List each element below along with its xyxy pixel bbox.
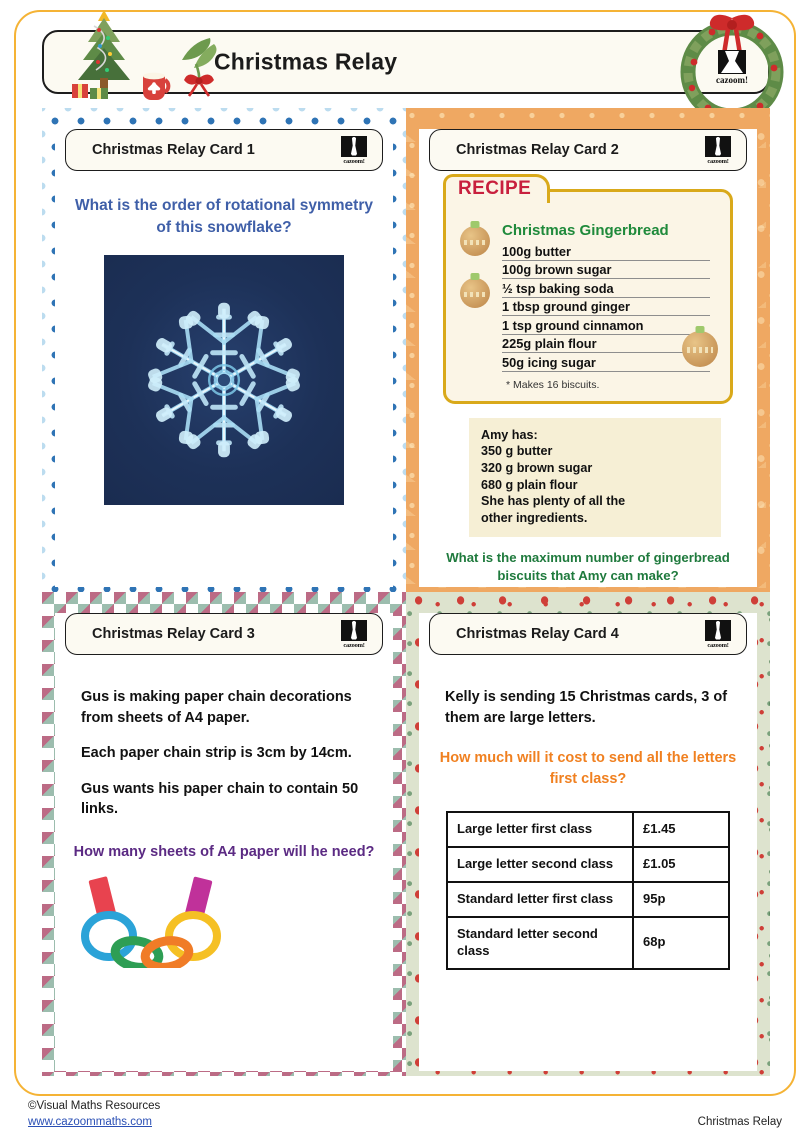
card-2-title: Christmas Relay Card 2: [456, 142, 619, 158]
ingredient-item: 225g plain flour: [502, 335, 710, 354]
postage-label: Large letter first class: [447, 812, 633, 847]
amy-line: 320 g brown sugar: [481, 460, 593, 475]
card-3-inner: [55, 613, 393, 1071]
card-3-question: How many sheets of A4 paper will he need?: [73, 843, 375, 860]
card-1-title: Christmas Relay Card 1: [92, 142, 255, 158]
relay-card-2: [406, 108, 770, 592]
cards-grid: [42, 108, 770, 1076]
recipe-box: [443, 178, 733, 404]
bauble-icon: [460, 278, 490, 308]
copyright-text: ©Visual Maths Resources: [28, 1100, 161, 1112]
card-4-question: How much will it cost to send all the letters first class?: [439, 750, 737, 787]
snowflake-icon: [125, 281, 323, 479]
card-4-header: [429, 613, 747, 655]
christmas-tree-icon: [64, 8, 144, 104]
card-4-body: [419, 655, 757, 980]
relay-card-1: [42, 108, 406, 592]
card-2-inner: [419, 129, 757, 587]
ingredient-item: 100g brown sugar: [502, 261, 710, 280]
table-row: [447, 917, 729, 969]
card-4-paragraph: Kelly is sending 15 Christmas cards, 3 of them are large letters.: [445, 689, 728, 726]
postage-price: £1.05: [633, 847, 729, 882]
recipe-tab-label: RECIPE: [458, 178, 532, 199]
card-2-header: [429, 129, 747, 171]
relay-card-3: [42, 592, 406, 1076]
card-3-paragraph: Gus wants his paper chain to contain 50 links.: [81, 780, 359, 818]
amy-line: 350 g butter: [481, 444, 553, 459]
cazoom-logo-label: cazoom!: [707, 641, 729, 649]
page-title: Christmas Relay: [214, 48, 398, 75]
card-3-title: Christmas Relay Card 3: [92, 626, 255, 642]
amy-line: 680 g plain flour: [481, 477, 578, 492]
ingredient-item: ½ tsp baking soda: [502, 279, 710, 298]
cazoom-logo-icon: [702, 135, 734, 165]
card-1-inner: [55, 129, 393, 587]
card-3-header: [65, 613, 383, 655]
page-header: [42, 30, 770, 94]
amy-info-box: [469, 418, 721, 537]
ingredient-item: 1 tsp ground cinnamon: [502, 316, 710, 335]
card-4-title: Christmas Relay Card 4: [456, 626, 619, 642]
bauble-icon: [682, 331, 718, 367]
recipe-tab: [443, 174, 550, 203]
ingredient-item: 100g butter: [502, 242, 710, 261]
cazoom-mark: [341, 620, 367, 641]
amy-line: She has plenty of all the: [481, 494, 626, 509]
ingredient-item: 1 tbsp ground ginger: [502, 298, 710, 317]
postage-price: £1.45: [633, 812, 729, 847]
cazoom-logo-label: cazoom!: [343, 641, 365, 649]
cazoom-mark: [341, 136, 367, 157]
cazoom-logo-icon: [702, 619, 734, 649]
bauble-icon: [460, 226, 490, 256]
card-3-body: [55, 655, 393, 983]
cazoom-logo-icon: [338, 135, 370, 165]
card-2-question: What is the maximum number of gingerbread biscuits that Amy can make?: [446, 549, 730, 584]
cazoom-logo-label: cazoom!: [343, 157, 365, 165]
cazoom-logo-icon: [338, 619, 370, 649]
table-row: [447, 882, 729, 917]
card-1-question: What is the order of rotational symmetry of this snowflake?: [75, 197, 373, 236]
postage-label: Standard letter first class: [447, 882, 633, 917]
card-1-body: [55, 171, 393, 515]
recipe-note: * Makes 16 biscuits.: [506, 378, 600, 391]
card-2-body: [419, 171, 757, 592]
postage-label: Standard letter second class: [447, 917, 633, 969]
recipe-title: Christmas Gingerbread: [502, 222, 669, 239]
card-3-paragraph: Gus is making paper chain decorations from sheets of A4 paper.: [81, 689, 352, 726]
amy-line: Amy has:: [481, 427, 538, 442]
snowflake-photo: [104, 255, 344, 505]
card-1-header: [65, 129, 383, 171]
wreath-logo-text: cazoom!: [716, 75, 748, 85]
table-row: [447, 812, 729, 847]
postage-price: 95p: [633, 882, 729, 917]
cazoom-logo-label: cazoom!: [707, 157, 729, 165]
ingredient-list: [502, 242, 710, 372]
cazoom-mark: [705, 136, 731, 157]
card-4-inner: [419, 613, 757, 1071]
postage-price: 68p: [633, 917, 729, 969]
postage-label: Large letter second class: [447, 847, 633, 882]
footer-doc-name: Christmas Relay: [697, 1116, 782, 1128]
paper-chain-icon: [71, 876, 231, 968]
cazoom-mark: [705, 620, 731, 641]
table-row: [447, 847, 729, 882]
relay-card-4: [406, 592, 770, 1076]
amy-line: other ingredients.: [481, 511, 588, 526]
postage-price-table: [446, 811, 730, 969]
card-3-paragraph: Each paper chain strip is 3cm by 14cm.: [81, 745, 352, 762]
ingredient-item: 50g icing sugar: [502, 353, 710, 372]
website-link[interactable]: www.cazoommaths.com: [28, 1116, 152, 1128]
